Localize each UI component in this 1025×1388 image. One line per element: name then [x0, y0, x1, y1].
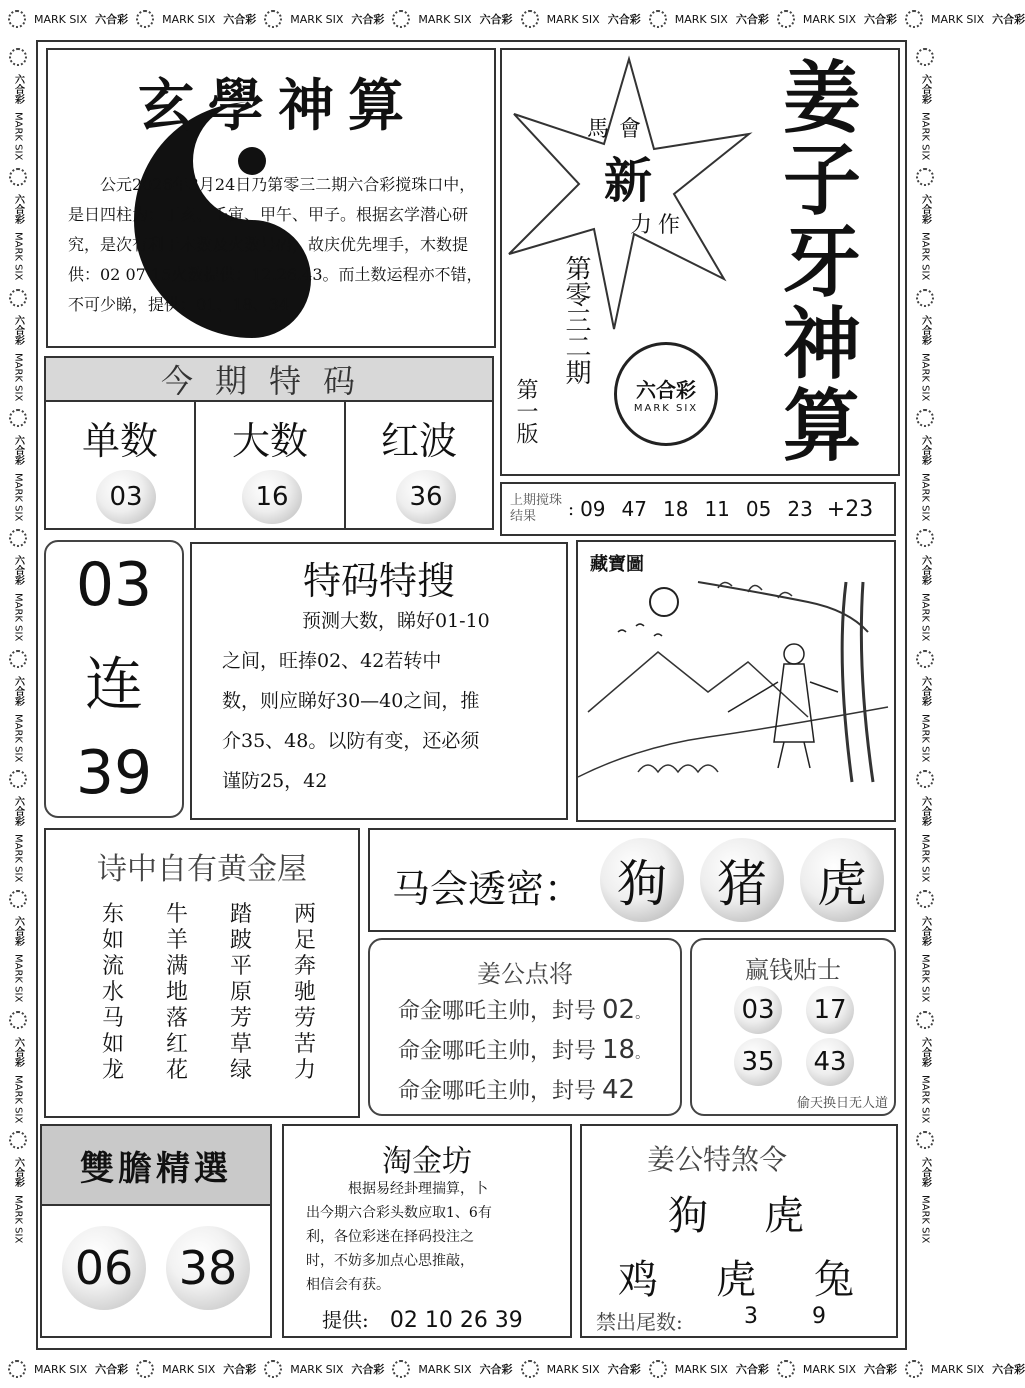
border-label-cn: 六合彩 [12, 795, 24, 826]
taojin-line-2: 出今期六合彩头数应取1、6有 [306, 1205, 492, 1221]
border-label-latin: MARK SIX [12, 713, 24, 762]
border-label-latin: MARK SIX [919, 954, 931, 1003]
border-label-cn: 六合彩 [735, 13, 769, 26]
tesou-title: 特码特搜 [302, 559, 455, 603]
special-label-big: 大数 [231, 419, 308, 463]
border-label-latin: MARK SIX [418, 12, 472, 26]
jianggong-row-1-text: 命金哪吒主帅，封号 [398, 999, 597, 1024]
border-label-cn: 六合彩 [919, 555, 931, 586]
border-label-cn: 六合彩 [95, 13, 129, 26]
lian-second: 39 [75, 737, 153, 808]
taojin-panel [282, 1124, 572, 1338]
teshaling-tail-2: 9 [812, 1304, 826, 1329]
xuanxue-title: 玄學神算 [138, 73, 418, 139]
shuangdan-title-bar [42, 1126, 270, 1206]
shuangdan-ball-1: 06 [62, 1226, 146, 1310]
tesou-line-3: 数，则应睇好30—40之间，推 [222, 690, 480, 712]
edition-label: 第一版 [513, 378, 538, 444]
border-label-latin: MARK SIX [12, 472, 24, 522]
flower-icon [9, 1011, 27, 1029]
last-result-number: 23 [787, 497, 813, 521]
flower-icon [136, 1360, 154, 1378]
border-label-cn: 六合彩 [95, 1363, 129, 1376]
poem-char: 草 [230, 1032, 253, 1057]
shuangdan-ball-2: 38 [166, 1226, 250, 1310]
border-label-latin: MARK SIX [12, 352, 24, 401]
poem-char: 地 [166, 980, 189, 1005]
border-label-cn: 六合彩 [607, 1363, 641, 1376]
border-label-latin: MARK SIX [12, 1074, 24, 1123]
poem-char: 足 [294, 928, 317, 953]
flower-icon [9, 1131, 27, 1149]
tesou-line-2: 之间，旺捧02、42若转中 [222, 650, 442, 672]
border-label-latin: MARK SIX [290, 12, 344, 26]
masthead-panel [500, 48, 900, 476]
last-result-numbers [580, 497, 813, 521]
jianggong-row-2-num: 18 [602, 1035, 636, 1065]
treasure-picture [578, 542, 894, 820]
border-label-latin: MARK SIX [919, 112, 931, 161]
taojin-line-5: 相信会有获。 [306, 1277, 390, 1293]
logo-latin-text: MARK SIX [633, 403, 699, 414]
border-label-cn: 六合彩 [12, 314, 24, 345]
poem-char: 如 [102, 1032, 125, 1057]
border-label-latin: MARK SIX [162, 12, 216, 26]
border-label-latin: MARK SIX [12, 232, 24, 281]
tips-ball-4: 43 [806, 1038, 854, 1086]
teshaling-row2-a: 鸡 [618, 1257, 658, 1303]
flower-icon [916, 409, 934, 427]
poem-title: 诗中自有黄金屋 [97, 852, 307, 887]
treasure-panel [576, 540, 896, 822]
lian-link: 连 [84, 649, 143, 718]
star-top-text: 馬會 [587, 117, 652, 142]
flower-icon [136, 10, 154, 28]
poem-column [166, 902, 188, 1084]
flower-icon [9, 890, 27, 908]
poem-char: 苦 [294, 1032, 317, 1057]
border-label-cn: 六合彩 [12, 675, 24, 706]
poem-body [102, 902, 342, 1102]
teshaling-title: 姜公特煞令 [646, 1143, 787, 1176]
border-label-cn: 六合彩 [351, 1363, 385, 1376]
jianggong-title: 姜公点将 [477, 960, 573, 988]
border-label-cn: 六合彩 [12, 74, 24, 104]
flower-icon [392, 1360, 410, 1378]
tips-ball-3: 35 [734, 1038, 782, 1086]
border-label-latin: MARK SIX [12, 593, 24, 642]
poem-char: 如 [102, 928, 125, 953]
poem-column [294, 902, 316, 1084]
special-ball-red: 36 [396, 470, 456, 524]
poem-char: 满 [166, 954, 189, 979]
special-panel [44, 356, 494, 530]
border-label-latin: MARK SIX [802, 12, 856, 26]
border-label-latin: MARK SIX [919, 1194, 931, 1244]
flower-icon [916, 529, 934, 547]
border-label-latin: MARK SIX [546, 1362, 600, 1376]
border-label-latin: MARK SIX [546, 12, 600, 26]
special-title: 今期特码 [160, 362, 377, 400]
border-label-latin: MARK SIX [12, 112, 24, 161]
flower-icon [916, 168, 934, 186]
mahui-zodiac-tiger: 虎 [800, 838, 884, 922]
border-label-cn: 六合彩 [223, 1363, 257, 1376]
poem-char: 花 [166, 1058, 189, 1083]
flower-icon [9, 409, 27, 427]
last-result-number: 11 [704, 497, 730, 521]
tesou-line-5: 谨防25，42 [222, 770, 328, 792]
treasure-title: 藏寶圖 [590, 554, 644, 575]
tips-ball-2: 17 [806, 986, 854, 1034]
border-label-cn: 六合彩 [919, 1036, 931, 1067]
flower-icon [521, 1360, 539, 1378]
flower-icon [916, 890, 934, 908]
border-label-cn: 六合彩 [919, 1156, 931, 1187]
border-label-cn: 六合彩 [919, 314, 931, 345]
border-label-cn: 六合彩 [12, 194, 24, 225]
poem-char: 落 [166, 1006, 189, 1031]
issue-number: 第零三二期 [561, 255, 591, 385]
flower-icon [777, 10, 795, 28]
jianggong-row-2-mark: 。 [635, 1046, 650, 1062]
border-label-cn: 六合彩 [919, 74, 931, 104]
flower-icon [777, 1360, 795, 1378]
border-label-cn: 六合彩 [12, 555, 24, 586]
poem-char: 踏 [230, 902, 253, 927]
border-label-latin: MARK SIX [919, 833, 931, 883]
tips-footer: 偷天换日无人道 [796, 1096, 888, 1111]
mark-six-logo [614, 342, 718, 446]
border-label-cn: 六合彩 [12, 434, 24, 465]
taojin-provide-nums: 02 10 26 39 [389, 1308, 523, 1333]
tips-title: 赢钱贴士 [745, 956, 841, 984]
border-label-latin: MARK SIX [919, 472, 931, 522]
flower-icon [9, 168, 27, 186]
poem-char: 流 [102, 954, 125, 979]
border-label-cn: 六合彩 [479, 1363, 513, 1376]
teshaling-tail-label: 禁出尾数: [596, 1310, 683, 1334]
poem-char: 原 [230, 980, 253, 1005]
last-result-number: 09 [580, 497, 606, 521]
mahui-label: 马会透密： [392, 867, 583, 911]
border-label-cn: 六合彩 [12, 1156, 24, 1187]
border-label-latin: MARK SIX [674, 12, 728, 26]
border-label-cn: 六合彩 [919, 795, 931, 826]
jianggong-row-2-text: 命金哪吒主帅，封号 [398, 1039, 597, 1064]
poem-char: 奔 [294, 954, 317, 979]
flower-icon [905, 1360, 923, 1378]
flower-icon [392, 10, 410, 28]
flower-icon [9, 529, 27, 547]
border-label-cn: 六合彩 [735, 1363, 769, 1376]
poem-char: 力 [294, 1058, 317, 1083]
border-label-latin: MARK SIX [34, 12, 88, 26]
last-result-label: 上期搅珠结果 [510, 493, 563, 524]
right-border [907, 40, 943, 1350]
border-label-cn: 六合彩 [351, 13, 385, 26]
poem-char: 水 [102, 980, 125, 1005]
border-label-cn: 六合彩 [607, 13, 641, 26]
last-result-number: 18 [662, 497, 689, 521]
border-label-latin: MARK SIX [674, 1362, 728, 1376]
tesou-line-4: 介35、48。以防有变，还必须 [222, 730, 480, 752]
flower-icon [521, 10, 539, 28]
border-label-cn: 六合彩 [479, 13, 513, 26]
border-label-cn: 六合彩 [863, 13, 897, 26]
lian-panel [44, 540, 184, 818]
border-label-latin: MARK SIX [12, 1194, 24, 1244]
mahui-panel [368, 828, 896, 932]
flower-icon [9, 48, 27, 66]
flower-icon [264, 1360, 282, 1378]
masthead-title-char: 姜 [782, 54, 861, 144]
poem-char: 驰 [294, 980, 317, 1005]
tesou-panel [190, 542, 568, 820]
special-label-red: 红波 [380, 419, 457, 463]
border-label-latin: MARK SIX [12, 954, 24, 1003]
special-ball-big: 16 [242, 470, 302, 524]
teshaling-row1-b: 虎 [764, 1193, 804, 1239]
border-label-cn: 六合彩 [223, 13, 257, 26]
teshaling-row2-c: 兔 [814, 1257, 854, 1303]
flower-icon [916, 650, 934, 668]
poem-column [230, 902, 252, 1084]
border-label-latin: MARK SIX [919, 713, 931, 762]
border-label-cn: 六合彩 [992, 13, 1025, 26]
shuangdan-panel [40, 1124, 272, 1338]
poem-char: 芳 [230, 1006, 253, 1031]
taojin-title: 淘金坊 [382, 1144, 472, 1179]
mahui-zodiac-dog: 狗 [600, 838, 684, 922]
border-label-latin: MARK SIX [930, 1362, 985, 1376]
teshaling-row1-a: 狗 [668, 1193, 708, 1239]
teshaling-row2-b: 虎 [716, 1257, 756, 1303]
star-mid-text: 新 [604, 153, 653, 209]
poem-column [102, 902, 124, 1084]
last-result-number: 47 [621, 497, 647, 521]
flower-icon [8, 10, 26, 28]
border-label-latin: MARK SIX [162, 1362, 216, 1376]
border-label-cn: 六合彩 [919, 916, 931, 947]
poem-char: 劳 [294, 1006, 317, 1031]
poem-char: 红 [166, 1032, 189, 1057]
flower-icon [264, 10, 282, 28]
taojin-provide [322, 1304, 523, 1333]
special-ball-odd: 03 [96, 470, 156, 524]
flower-icon [916, 48, 934, 66]
border-label-latin: MARK SIX [919, 352, 931, 401]
poem-char: 牛 [166, 902, 189, 927]
flower-icon [9, 770, 27, 788]
jianggong-row-1-mark: 。 [635, 1006, 650, 1022]
mahui-zodiac-pig: 猪 [700, 838, 784, 922]
flower-icon [905, 10, 923, 28]
masthead-title-char: 神 [782, 300, 861, 390]
special-title-bar [46, 358, 492, 402]
masthead-title-char: 算 [782, 382, 861, 472]
lian-first: 03 [75, 550, 153, 621]
border-label-latin: MARK SIX [290, 1362, 344, 1376]
border-label-cn: 六合彩 [863, 1363, 897, 1376]
border-label-latin: MARK SIX [802, 1362, 856, 1376]
taojin-line-1: 根据易经卦理揣算，卜 [348, 1181, 488, 1197]
flower-icon [916, 1131, 934, 1149]
poem-char: 龙 [102, 1058, 125, 1083]
border-label-latin: MARK SIX [919, 593, 931, 642]
xuanxue-text: 公元2026年3月24日乃第零三二期六合彩搅珠口中，是日四柱为：丁亥、壬寅、甲午、甲子。根据玄学潜心研究，是次有利于木数及火数号码，故庆优先埋手，木数提供：02 07 15火数提供：12.26.43。而土数运程亦不错，不可少睇，提供：01、18、34 [68, 175, 483, 314]
flower-icon [649, 1360, 667, 1378]
masthead-title-char: 牙 [782, 218, 861, 308]
border-label-latin: MARK SIX [12, 833, 24, 883]
border-label-cn: 六合彩 [992, 1363, 1025, 1376]
bottom-border [0, 1350, 1025, 1388]
jianggong-row-2 [398, 1034, 649, 1065]
flower-icon [916, 289, 934, 307]
teshaling-panel [580, 1124, 898, 1338]
taojin-provide-label: 提供: [322, 1308, 369, 1332]
border-label-latin: MARK SIX [418, 1362, 472, 1376]
logo-cn-text: 六合彩 [636, 378, 696, 402]
last-result-colon: : [568, 498, 575, 520]
flower-icon [9, 650, 27, 668]
shuangdan-title: 雙膽精選 [80, 1148, 232, 1189]
taojin-line-4: 时，不妨多加点心思推敲， [306, 1253, 474, 1269]
border-label-latin: MARK SIX [919, 232, 931, 281]
poem-char: 羊 [166, 928, 189, 953]
tesou-line-1: 预测大数，睇好01-10 [302, 610, 490, 632]
poem-char: 东 [102, 902, 125, 927]
tips-panel [690, 938, 896, 1116]
top-border [0, 0, 1025, 40]
poem-char: 跛 [230, 928, 253, 953]
flower-icon [8, 1360, 26, 1378]
flower-icon [649, 10, 667, 28]
flower-icon [9, 289, 27, 307]
left-border [0, 40, 36, 1350]
jianggong-row-3-num: 42 [602, 1075, 636, 1105]
xuanxue-panel [46, 48, 496, 348]
border-label-cn: 六合彩 [919, 675, 931, 706]
tips-ball-1: 03 [734, 986, 782, 1034]
taojin-line-3: 利，各位彩迷在择码投注之 [306, 1229, 474, 1245]
border-label-cn: 六合彩 [919, 434, 931, 465]
poem-char: 马 [102, 1006, 125, 1031]
masthead-title-char: 子 [782, 136, 861, 226]
poem-panel [44, 828, 360, 1118]
last-result-plus: +23 [826, 496, 874, 522]
masthead-title [752, 54, 892, 472]
star-bottom-text: 力作 [630, 213, 687, 238]
poem-char: 两 [294, 902, 317, 927]
border-label-cn: 六合彩 [12, 916, 24, 947]
last-result-number: 05 [745, 497, 772, 521]
border-label-latin: MARK SIX [930, 12, 985, 26]
jianggong-row-1-num: 02 [602, 995, 636, 1025]
border-label-latin: MARK SIX [919, 1074, 931, 1123]
jianggong-row-3 [398, 1074, 635, 1105]
last-result-panel [500, 482, 896, 536]
border-label-cn: 六合彩 [12, 1036, 24, 1067]
poem-char: 绿 [230, 1058, 253, 1083]
border-label-latin: MARK SIX [34, 1362, 88, 1376]
jianggong-row-1 [398, 994, 649, 1025]
flower-icon [916, 770, 934, 788]
border-label-cn: 六合彩 [919, 194, 931, 225]
special-label-odd: 单数 [81, 419, 158, 463]
jianggong-panel [368, 938, 682, 1116]
jianggong-row-3-text: 命金哪吒主帅，封号 [398, 1079, 597, 1104]
flower-icon [916, 1011, 934, 1029]
poem-char: 平 [230, 954, 253, 979]
teshaling-tail-1: 3 [744, 1304, 758, 1329]
